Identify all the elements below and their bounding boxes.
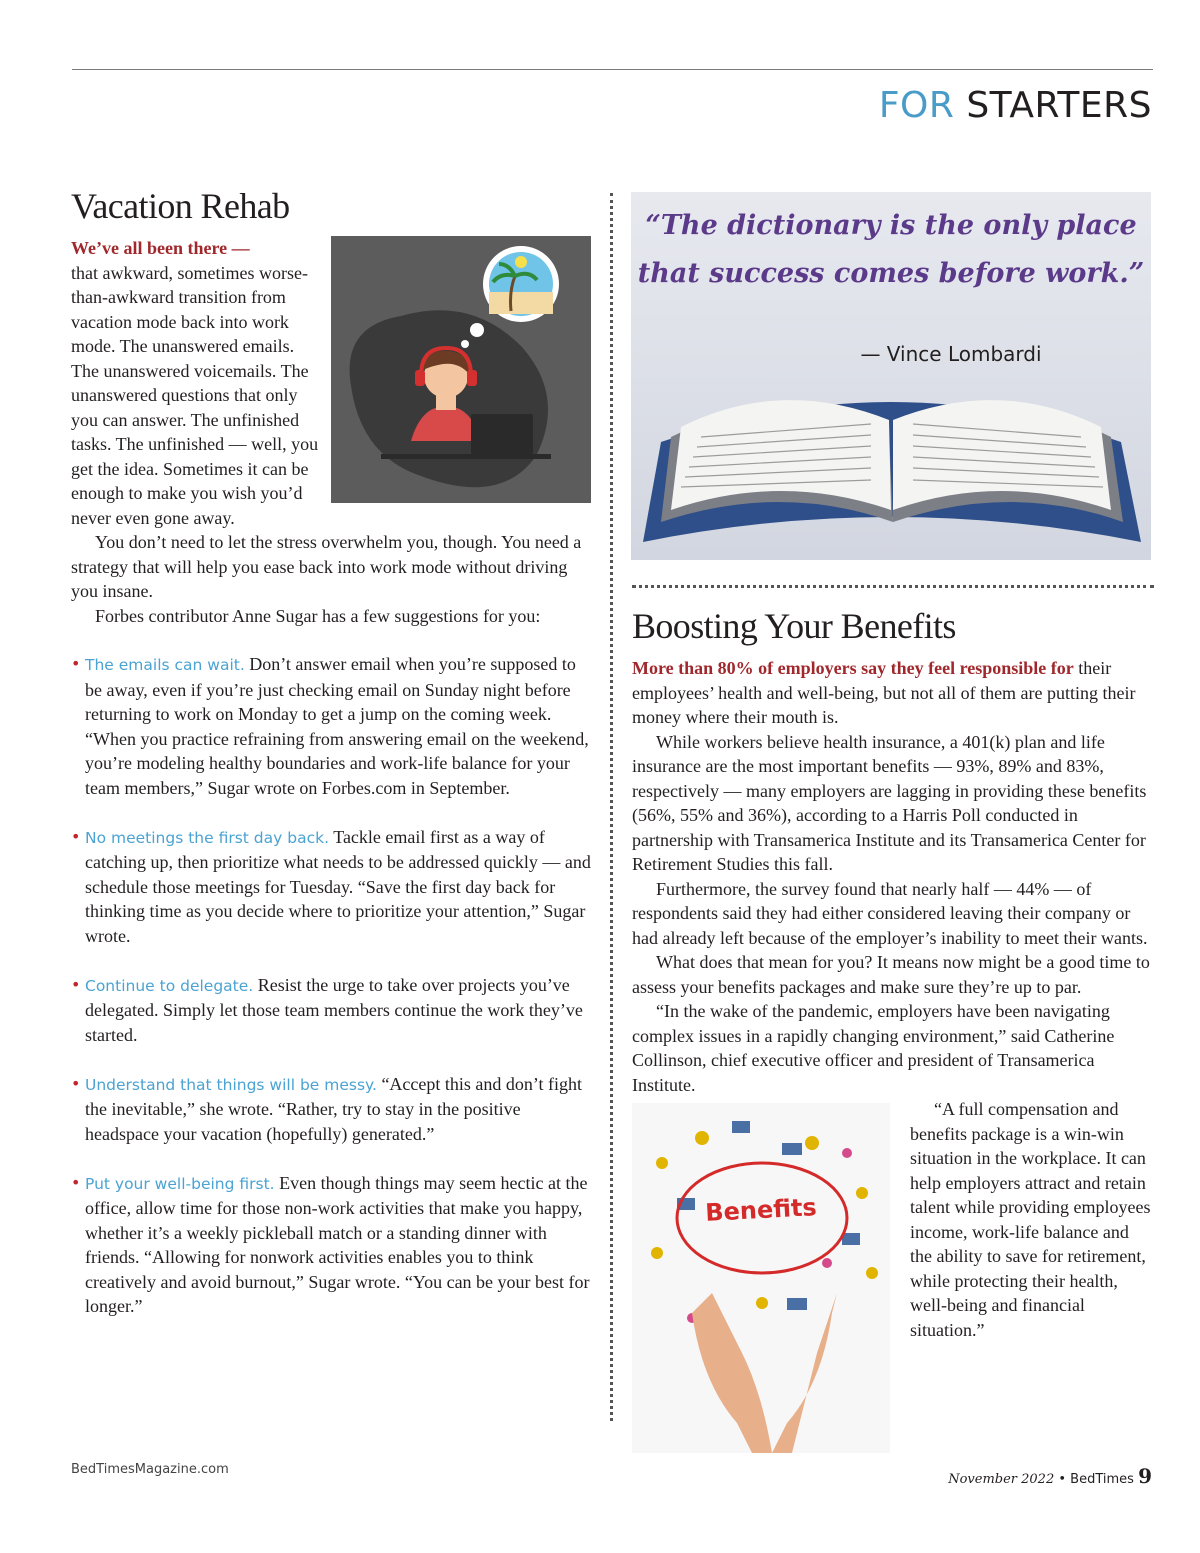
article-paragraph-2: While workers believe health insurance, a 401(k) plan and life insurance are the most important benefits — 93%, 89% and 83%, respectively — many employers are lagging in providing these benefits (56%, 55% and 36%), according to a Harris Poll conducted in partnership with Transamerica Institute and its Transamerica Center for Retirement Studies this fall. — [632, 731, 1147, 874]
top-rule — [72, 69, 1153, 70]
tip-text: Resist the urge to take over projects you’ve delegated. Simply let those team members continue the work they’ve started. — [85, 974, 583, 1045]
article-paragraph-2: You don’t need to let the stress overwhelm you, though. You need a strategy that will help you ease back into work mode without driving you insane. — [71, 532, 582, 601]
tip-heading: Understand that things will be messy. — [85, 1075, 377, 1094]
bullet-icon: • — [71, 1172, 81, 1192]
tip-heading: The emails can wait. — [85, 656, 245, 674]
footer-separator: • — [1058, 1472, 1067, 1487]
article-title: Boosting Your Benefits — [632, 606, 956, 646]
article-paragraph-4: What does that mean for you? It means now might be a good time to assess your benefits packages and make sure they’re up to par. — [632, 952, 1150, 997]
footer-site: BedTimesMagazine.com — [71, 1462, 229, 1477]
tip-text: Even though things may seem hectic at the office, allow time for those non-work activities that make you happy, whether it’s a weekly pickleball match or a standing dinner with friends. “Allowing for nonwork activities enables you to think creatively and avoid burnout,” Sugar wrote. “You can be your best for longer.” — [85, 1172, 590, 1316]
vacation-rehab-article — [71, 180, 591, 1343]
section-divider — [632, 585, 1154, 588]
tip-item — [71, 1072, 591, 1147]
article-paragraph-3: Forbes contributor Anne Sugar has a few suggestions for you: — [95, 605, 541, 626]
column-divider — [610, 193, 613, 1421]
bullet-icon: • — [71, 654, 81, 673]
bullet-icon: • — [71, 974, 81, 994]
tips-list — [71, 652, 591, 1319]
article-title: Vacation Rehab — [71, 186, 290, 226]
benefits-article — [632, 600, 1154, 1453]
section-title-accent: FOR — [878, 85, 955, 126]
tip-heading: No meetings the first day back. — [85, 828, 330, 847]
article-paragraph-1: that awkward, sometimes worse-than-awkward transition from vacation mode back into work mode. The unanswered emails. The unanswered voicemails. The unanswered questions that only you can answer. The unfinished tasks. The unfinished — well, you get the idea. Sometimes it can be enough to make you wish you’d never even gone away. — [71, 262, 319, 528]
tip-text: Don’t answer email when you’re supposed to be away, even if you’re just checking email on Sunday night before returning to work on Monday to get a jump on the coming week. “When you practice refraining from answering email on the weekend, you’re modeling healthy boundaries and work-life balance for your team members,” Sugar wrote on Forbes.com in September. — [85, 654, 589, 798]
tip-item — [71, 652, 591, 800]
tip-heading: Put your well-being first. — [85, 1174, 275, 1193]
article-paragraph-3: Furthermore, the survey found that nearly half — 44% — of respondents said they had either considered leaving their company or had already left because of the employer’s inability to meet their wants. — [632, 878, 1148, 948]
benefits-label: Benefits — [704, 1193, 818, 1227]
article-paragraph-6: “A full compensation and benefits package is a win-win situation in the workplace. It can help employers attract and retain talent while providing employees income, work-life balance and the ability to save for retirement, while protecting their health, well-being and financial situation.” — [910, 1099, 1151, 1340]
page-number: 9 — [1138, 1464, 1152, 1488]
bullet-icon: • — [71, 1073, 81, 1093]
section-title — [879, 84, 1152, 128]
tip-heading: Continue to delegate. — [85, 976, 254, 995]
tip-item — [71, 1171, 591, 1319]
quote-author: — Vince Lombardi — [860, 342, 1042, 366]
footer-folio — [948, 1464, 1152, 1488]
article-lead: More than 80% of employers say they feel responsible for — [632, 658, 1074, 678]
tip-text: “Accept this and don’t fight the inevitable,” she wrote. “Rather, try to stay in the positive headspace your vacation (hopefully) generated.” — [85, 1073, 583, 1144]
tip-item — [71, 973, 591, 1048]
quote-box — [631, 192, 1151, 560]
footer-publication: BedTimes — [1070, 1472, 1134, 1487]
quote-text: “The dictionary is the only place that success comes before work.” — [637, 210, 1145, 289]
tip-item — [71, 825, 591, 949]
section-title-main: STARTERS — [966, 85, 1152, 126]
tip-text: Tackle email first as a way of catching up, then prioritize what needs to be addressed quickly — and schedule those meetings for Tuesday. “Save the first day back for thinking time as you decide where to prioritize your attention,” Sugar wrote. — [85, 826, 591, 946]
benefits-illustration — [632, 1103, 890, 1453]
footer-date: November 2022 — [948, 1472, 1055, 1487]
vacation-illustration — [331, 236, 591, 503]
article-paragraph-1: their employees’ health and well-being, but not all of them are putting their money where their mouth is. — [632, 658, 1136, 727]
bullet-icon: • — [71, 826, 81, 846]
article-paragraph-5: “In the wake of the pandemic, employers have been navigating complex issues in a rapidly changing environment,” said Catherine Collinson, chief executive officer and president of Transamerica Institute. — [632, 1001, 1115, 1095]
article-lead: We’ve all been there — — [71, 238, 250, 258]
